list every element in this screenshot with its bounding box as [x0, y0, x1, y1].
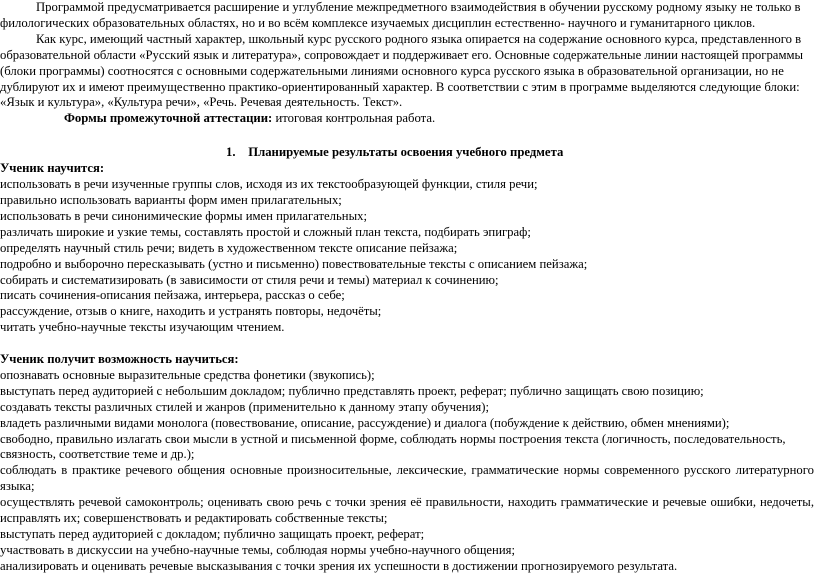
opportunity-item: выступать перед аудиторией с небольшим докладом; публично представлять проект, реферат; публично защищать свою позицию;: [0, 383, 704, 398]
assessment-forms-value: итоговая контрольная работа.: [272, 111, 436, 126]
will-learn-item: использовать в речи изученные группы слов, исходя из их текстообразующей функции, стиля речи;: [0, 177, 538, 192]
will-learn-item: различать широкие и узкие темы, составлять простой и сложный план текста, подбирать эпиграф;: [0, 224, 531, 239]
will-learn-item: рассуждение, отзыв о книге, находить и устранять повторы, недочёты;: [0, 304, 382, 319]
intro-paragraph-2: Как курс, имеющий частный характер, школьный курс русского родного языка опирается на содержание основного курса, представленного в образовательной области «Русский язык и литература», сопровождает и поддерживает его. Основные содержательные линии настоящей программы (блоки программы) соотносятся с основными содержательными линиями основного курса русского языка в образовательной организации, но не дублируют их и имеют преимущественно практико-ориентированный характер. В соответствии с этим в программе выделяются следующие блоки: «Язык и культура», «Культура речи», «Речь. Речевая деятельность. Текст».: [0, 31, 804, 110]
opportunity-item: выступать перед аудиторией с докладом; публично защищать проект, реферат;: [0, 526, 425, 541]
section-title: Планируемые результаты освоения учебного предмета: [248, 145, 564, 160]
opportunity-item: владеть различными видами монолога (повествование, описание, рассуждение) и диалога (побуждение к действию, обмен мнениями);: [0, 415, 730, 430]
section-heading: [0, 145, 816, 161]
will-learn-heading: Ученик научится:: [0, 161, 105, 176]
opportunity-item: соблюдать в практике речевого общения основные произносительные, лексические, грамматические нормы современного русского литературного языка;: [0, 463, 814, 494]
intro-paragraph-1: Программой предусматривается расширение и углубление межпредметного взаимодействия в обучении русскому родному языку не только в филологических образовательных областях, но и во всём комплексе изучаемых дисциплин естественно- научного и гуманитарного циклов.: [0, 0, 801, 30]
assessment-forms-label: Формы промежуточной аттестации:: [64, 111, 273, 126]
will-learn-item: писать сочинения-описания пейзажа, интерьера, рассказ о себе;: [0, 288, 345, 303]
opportunity-item: анализировать и оценивать речевые высказывания с точки зрения их успешности в достижении прогнозируемого результата.: [0, 558, 678, 573]
opportunity-item: участвовать в дискуссии на учебно-научные темы, соблюдая нормы учебно-научного общения;: [0, 542, 515, 557]
will-learn-item: использовать в речи синонимические формы имен прилагательных;: [0, 208, 367, 223]
opportunity-item: создавать тексты различных стилей и жанров (применительно к данному этапу обучения);: [0, 399, 489, 414]
will-learn-item: собирать и систематизировать (в зависимости от стиля речи и темы) материал к сочинению;: [0, 272, 499, 287]
opportunity-heading: Ученик получит возможность научиться:: [0, 352, 239, 367]
will-learn-item: правильно использовать варианты форм имен прилагательных;: [0, 192, 342, 207]
assessment-forms-line: [0, 111, 816, 127]
will-learn-item: читать учебно-научные тексты изучающим чтением.: [0, 320, 285, 335]
section-gap: [0, 336, 816, 352]
will-learn-item: подробно и выборочно пересказывать (устно и письменно) повествовательные тексты с описанием пейзажа;: [0, 256, 588, 271]
opportunity-item: опознавать основные выразительные средства фонетики (звукопись);: [0, 367, 375, 382]
opportunity-item: свободно, правильно излагать свои мысли в устной и письменной форме, соблюдать нормы построения текста (логичность, последовательность, связность, соответствие теме и др.);: [0, 431, 786, 462]
will-learn-item: определять научный стиль речи; видеть в художественном тексте описание пейзажа;: [0, 240, 458, 255]
section-number: 1.: [226, 145, 236, 160]
opportunity-item: осуществлять речевой самоконтроль; оценивать свою речь с точки зрения её правильности, находить грамматические и речевые ошибки, недочеты, исправлять их; совершенствовать и редактировать собственные тексты;: [0, 495, 814, 526]
